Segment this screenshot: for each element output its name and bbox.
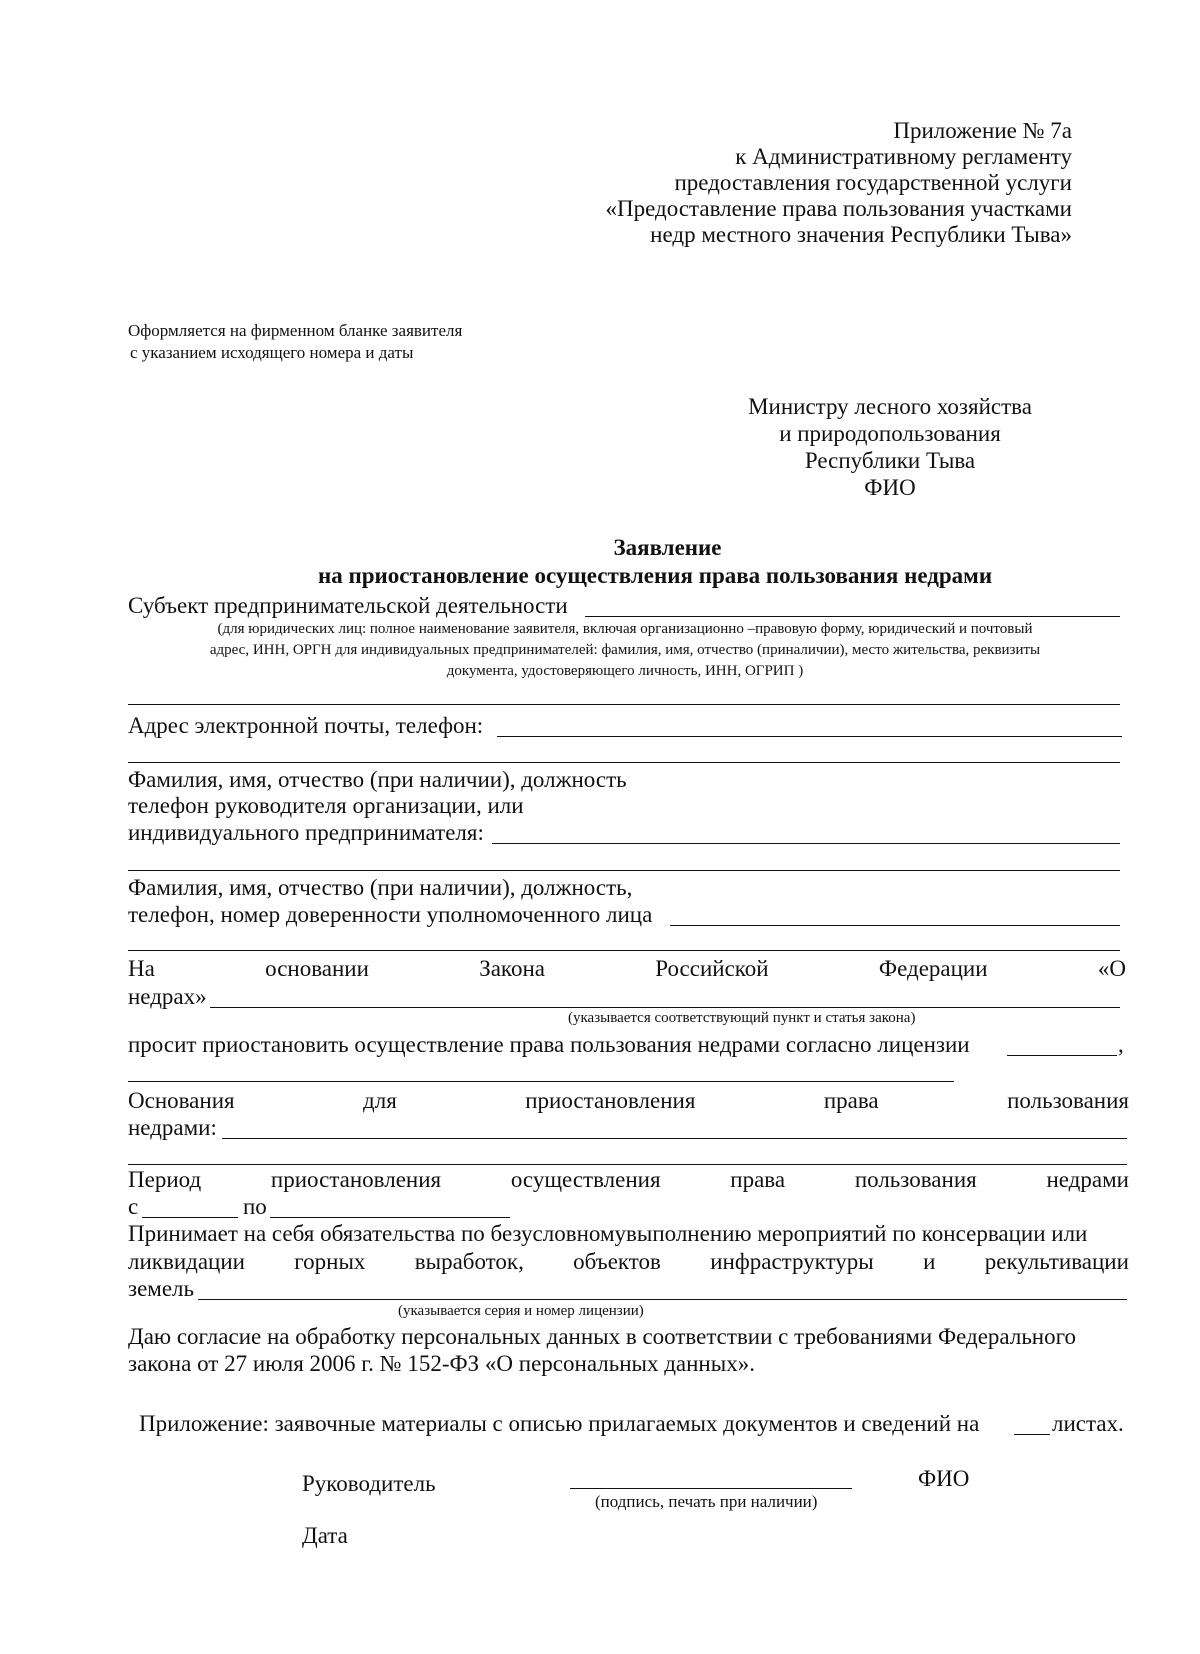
grounds-word: пользования xyxy=(1007,1088,1129,1113)
head-person-line-1: Фамилия, имя, отчество (при наличии), должность xyxy=(128,767,627,792)
obligation-hint: (указывается серия и номер лицензии) xyxy=(398,1303,644,1319)
header-line-4: «Предоставление права пользования участками xyxy=(605,196,1072,221)
head-person-field-line-2[interactable] xyxy=(128,870,1120,871)
signature-hint: (подпись, печать при наличии) xyxy=(595,1492,818,1511)
grounds-word: Основания xyxy=(128,1088,235,1113)
basis-word: На xyxy=(128,956,155,981)
addressee-line-1: Министру лесного хозяйства xyxy=(748,394,1032,419)
grounds-justified-line xyxy=(128,1087,1129,1114)
license-number-field[interactable] xyxy=(1007,1055,1117,1056)
document-subtitle: на приостановление осуществления права пользования недрами xyxy=(318,563,993,588)
subject-hint-line-2: адрес, ИНН, ОРГН для индивидуальных предпринимателей: фамилия, имя, отчество (приналичии), место жительства, реквизиты xyxy=(209,642,1041,658)
subject-field-line-2[interactable] xyxy=(128,704,1120,705)
period-to-label: по xyxy=(243,1194,267,1219)
grounds-line-2: недрами: xyxy=(128,1115,217,1140)
addressee-line-2: и природопользования xyxy=(779,421,1001,446)
addressee-line-3: Республики Тыва xyxy=(804,448,976,473)
obligation-word: выработок, xyxy=(414,1249,524,1274)
request-text: просит приостановить осуществление права пользования недрами согласно лицензии xyxy=(128,1032,970,1057)
period-word: Период xyxy=(128,1167,202,1192)
email-field-line-2[interactable] xyxy=(128,762,1120,763)
header-line-5: недр местного значения Республики Тыва» xyxy=(650,222,1072,247)
head-person-line-2: телефон руководителя организации, или xyxy=(128,793,524,818)
authorized-line-2: телефон, номер доверенности уполномоченного лица xyxy=(128,902,653,927)
header-line-1: Приложение № 7а xyxy=(893,118,1072,143)
subject-field-line[interactable] xyxy=(585,616,1120,617)
consent-line-2: закона от 27 июля 2006 г. № 152-ФЗ «О персональных данных». xyxy=(128,1351,755,1376)
email-label: Адрес электронной почты, телефон: xyxy=(128,713,484,738)
obligation-line-3: земель xyxy=(128,1276,195,1301)
authorized-line-1: Фамилия, имя, отчество (при наличии), должность, xyxy=(128,875,633,900)
obligation-word: горных xyxy=(294,1249,366,1274)
obligation-word: и xyxy=(923,1249,936,1274)
subject-hint-line-3: документа, удостоверяющего личность, ИНН, ОГРИП ) xyxy=(446,663,804,679)
basis-word: основании xyxy=(265,956,369,981)
obligation-word: ликвидации xyxy=(128,1249,245,1274)
request-comma: , xyxy=(1118,1032,1124,1057)
basis-field-line[interactable] xyxy=(210,1007,1120,1008)
period-from-label: с xyxy=(128,1194,139,1219)
subject-label: Субъект предпринимательской деятельности xyxy=(128,593,568,618)
period-word: пользования xyxy=(854,1167,977,1192)
authorized-field-line-2[interactable] xyxy=(128,950,1120,951)
consent-line-1: Даю согласие на обработку персональных данных в соответствии с требованиями Федерального xyxy=(128,1324,1076,1349)
head-person-field-line[interactable] xyxy=(492,843,1120,844)
basis-word: Закона xyxy=(479,956,545,981)
attachment-text: Приложение: заявочные материалы с описью прилагаемых документов и сведений на xyxy=(139,1411,980,1436)
authorized-field-line[interactable] xyxy=(670,925,1120,926)
obligation-word: рекультивации xyxy=(984,1249,1129,1274)
period-word: приостановления xyxy=(270,1167,442,1192)
grounds-word: права xyxy=(823,1088,879,1113)
obligation-line-1: Принимает на себя обязательства по безусловномувыполнению мероприятий по консервации или xyxy=(128,1221,1088,1246)
period-word: осуществления xyxy=(510,1167,661,1192)
subject-hint-line-1: (для юридических лиц: полное наименование заявителя, включая организационно –правовую форму, юридический и почтовый xyxy=(217,621,1033,637)
grounds-field-line-2[interactable] xyxy=(128,1164,1127,1165)
period-justified-line xyxy=(128,1166,1129,1193)
period-word: недрами xyxy=(1046,1167,1129,1192)
header-line-3: предоставления государственной услуги xyxy=(674,170,1072,195)
letterhead-note-line-1: Оформляется на фирменном бланке заявителя xyxy=(128,321,463,340)
signature-date-label: Дата xyxy=(302,1523,348,1548)
signature-role: Руководитель xyxy=(302,1471,436,1496)
head-person-line-3: индивидуального предпринимателя: xyxy=(128,820,484,845)
document-title: Заявление xyxy=(613,535,722,560)
email-field-line[interactable] xyxy=(497,736,1122,737)
basis-hint: (указывается соответствующий пункт и статья закона) xyxy=(568,1010,916,1026)
signature-fio: ФИО xyxy=(918,1466,970,1491)
obligation-justified-line xyxy=(128,1248,1129,1275)
header-line-2: к Административному регламенту xyxy=(735,144,1072,169)
obligation-word: инфраструктуры xyxy=(710,1249,874,1274)
basis-word: Федерации xyxy=(878,956,988,981)
obligation-word: объектов xyxy=(573,1249,661,1274)
attachment-sheets-field[interactable] xyxy=(1014,1434,1050,1435)
letterhead-note-line-2: с указанием исходящего номера и даты xyxy=(130,343,414,362)
basis-word: Российской xyxy=(655,956,769,981)
basis-word: «О xyxy=(1097,956,1126,981)
grounds-field-line[interactable] xyxy=(222,1138,1127,1139)
obligation-field-line[interactable] xyxy=(198,1299,1127,1300)
grounds-word: приостановления xyxy=(525,1088,696,1113)
attachment-suffix: листах. xyxy=(1052,1411,1124,1436)
grounds-word: для xyxy=(363,1088,397,1113)
period-to-field[interactable] xyxy=(270,1217,510,1218)
period-word: права xyxy=(730,1167,786,1192)
addressee-fio: ФИО xyxy=(864,475,916,500)
request-field-line-2[interactable] xyxy=(128,1081,954,1082)
signature-field-line[interactable] xyxy=(570,1488,852,1489)
basis-line-2: недрах» xyxy=(128,984,207,1009)
basis-justified-line xyxy=(128,955,1126,982)
period-from-field[interactable] xyxy=(142,1217,238,1218)
